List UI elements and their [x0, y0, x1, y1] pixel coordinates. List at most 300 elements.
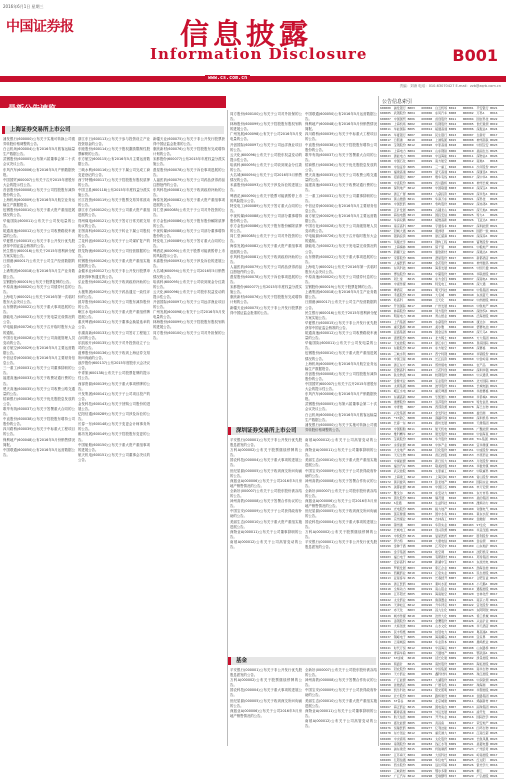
table-cell: 美尔雅: [435, 325, 445, 330]
table-cell: 600112: [380, 341, 391, 346]
table-cell: 600184: [380, 506, 391, 511]
table-cell: 平安银行: [476, 106, 489, 110]
szse-subhead: 深圳证券交易所上市公司: [228, 427, 376, 435]
table-cell: 600156: [421, 437, 433, 442]
announcement-item: 首创股份(600008)公布关于公司控股股东减持股份的公告。: [3, 187, 75, 198]
table-cell: 华润双鹤: [393, 218, 406, 223]
table-cell: B021: [490, 223, 498, 228]
section-title: 最新公告速览: [8, 104, 56, 113]
table-cell: 600106: [380, 325, 391, 330]
table-cell: 600110: [380, 335, 391, 340]
table-cell: 000042: [462, 298, 474, 303]
table-cell: 深振业A: [476, 127, 488, 132]
table-cell: 武昌鱼: [435, 720, 445, 725]
announcement-item: 招商银行(600036)公布关于优先股股息发放的公告。: [305, 162, 377, 173]
table-cell: 600172: [380, 480, 391, 485]
table-cell: 000063: [462, 373, 474, 378]
table-cell: 600297: [380, 773, 391, 778]
table-cell: B023: [490, 415, 498, 420]
newspaper-name: 中国证券报: [6, 19, 74, 35]
table-cell: 中航地产: [476, 303, 489, 308]
table-cell: B017: [448, 389, 457, 394]
table-cell: 600219: [421, 586, 433, 591]
announcement-item: 中国宝安(000009)公布关于子公司获得政府补助的公告。: [305, 688, 377, 698]
table-cell: 600063: [421, 218, 433, 223]
table-cell: 中闽能源: [393, 458, 406, 463]
table-cell: 宇通客车: [435, 223, 448, 228]
table-cell: B019: [490, 191, 498, 196]
table-cell: B021: [490, 170, 498, 175]
table-cell: B015: [407, 533, 415, 538]
announcement-item: 中国联通(600050)公布2016年5月运营数据公告。: [305, 112, 377, 122]
table-cell: B018: [407, 613, 415, 618]
table-cell: 600277: [421, 725, 433, 730]
announcement-item: 国农科技(000004)公布关于重大事项的进展公告。: [305, 519, 377, 529]
table-cell: B014: [448, 757, 457, 762]
table-cell: 600076: [421, 250, 433, 255]
table-cell: 浦发银行: [393, 106, 406, 110]
table-cell: 600165: [421, 458, 433, 463]
table-cell: 600227: [380, 608, 391, 613]
table-cell: B011: [448, 725, 457, 730]
table-cell: 海信电器: [393, 212, 406, 217]
editor-meta: 责编：刘涛 电话：010-63070427 E-mail：zzb@zqrb.com.cn: [399, 84, 501, 88]
table-cell: 600109: [421, 330, 433, 335]
table-cell: B020: [490, 138, 498, 143]
table-cell: B009: [448, 570, 457, 575]
table-cell: 600192: [380, 528, 391, 533]
table-cell: 南纺股份: [435, 661, 448, 666]
table-cell: B012: [407, 260, 415, 265]
table-cell: 上海电力: [393, 148, 406, 153]
announcement-item: 华电能源(600726)公布关于召开临时股东大会的通知。: [305, 234, 377, 244]
table-cell: B005: [407, 763, 415, 768]
table-cell: 方大集团: [476, 335, 489, 340]
announcement-item: 全新好(000007)公布关于公司股东股份被冻结的公告。: [305, 488, 377, 499]
table-cell: 安彩高科: [393, 560, 406, 565]
table-cell: B026: [490, 373, 498, 378]
table-cell: 600249: [380, 661, 391, 666]
table-cell: B007: [448, 576, 457, 581]
table-cell: B015: [407, 576, 415, 581]
table-cell: B024: [490, 667, 498, 672]
table-cell: B007: [448, 490, 457, 495]
table-cell: 生益科技: [435, 501, 448, 506]
table-cell: 葛洲坝: [435, 228, 445, 233]
table-cell: 600029: [421, 159, 433, 164]
table-cell: B017: [490, 592, 498, 597]
column-fund-2: [305, 668, 377, 746]
table-cell: B025: [490, 148, 498, 153]
table-cell: B021: [490, 490, 498, 495]
announcement-item: 东方航空(600115)公布2016年5月主要运营数据公告。: [78, 157, 150, 167]
table-cell: 000066: [462, 383, 474, 388]
table-cell: B004: [407, 496, 415, 501]
table-cell: B017: [448, 773, 457, 778]
table-cell: 羚锐制药: [435, 747, 448, 752]
table-cell: 哈空调: [435, 549, 445, 554]
table-cell: 600085: [380, 277, 391, 281]
announcement-item: 中国船舶(600150)公布关于重大资产重组事项的进展公告。: [78, 442, 150, 452]
table-cell: 波导股份: [435, 383, 448, 388]
table-cell: B006: [407, 725, 415, 730]
table-cell: 600100: [421, 309, 433, 314]
table-cell: 000025: [462, 212, 474, 217]
table-cell: B006: [407, 683, 415, 688]
table-cell: 海王生物: [476, 405, 489, 410]
table-cell: 600000: [380, 106, 391, 110]
table-cell: 600290: [421, 757, 433, 762]
table-cell: 600161: [380, 453, 391, 458]
table-cell: 冠农股份: [393, 667, 406, 672]
announcement-item: 铁龙物流(600125)公布关于公司经营数据的公告。: [78, 249, 150, 259]
table-cell: B005: [448, 293, 457, 298]
table-cell: B012: [407, 143, 415, 148]
table-cell: 600056: [380, 202, 391, 207]
announcement-item: 中视传媒(600088)公布关于公司部分董事增持股份的公告。: [153, 228, 225, 238]
table-cell: B008: [448, 287, 457, 292]
table-cell: 600035: [421, 170, 433, 175]
table-cell: 600210: [421, 565, 433, 570]
table-cell: 600036: [380, 175, 391, 180]
table-cell: B025: [490, 570, 498, 575]
table-cell: 华锦股份: [476, 351, 489, 356]
table-cell: 600016: [421, 132, 433, 137]
table-cell: 时代万恒: [393, 645, 406, 650]
table-cell: 东方市场: [476, 490, 489, 495]
table-cell: 泛海控股: [476, 314, 489, 319]
table-cell: 600200: [421, 544, 433, 549]
table-cell: 黑化股份: [393, 496, 406, 501]
table-cell: 中国医药: [393, 202, 406, 207]
table-cell: B016: [490, 175, 498, 180]
table-cell: 000501: [462, 651, 474, 656]
table-cell: B013: [448, 720, 457, 725]
table-cell: 600073: [380, 244, 391, 249]
table-cell: 浙江东日: [435, 341, 448, 346]
table-cell: 浙江医药: [393, 581, 406, 586]
table-cell: B011: [448, 512, 457, 517]
table-cell: 600280: [380, 736, 391, 741]
table-cell: 000029: [462, 234, 474, 239]
table-cell: B015: [448, 138, 457, 143]
table-cell: 亿阳信通: [393, 757, 406, 762]
table-cell: 600159: [380, 448, 391, 452]
table-cell: 600180: [421, 496, 433, 501]
table-cell: 600225: [380, 602, 391, 607]
column-sz-1: [230, 438, 302, 654]
table-cell: 600098: [421, 303, 433, 308]
table-cell: 000040: [462, 293, 474, 298]
table-cell: 南京高科: [393, 223, 406, 228]
table-cell: 昌九生化: [435, 608, 448, 613]
announcement-item: 西部资源(600139)公布关于重大事项停牌的公告。: [78, 381, 150, 391]
table-cell: 南华生物: [476, 667, 489, 672]
announcement-item: 全新好(000007)公布关于公司股东股份被冻结的公告。: [230, 488, 302, 499]
table-cell: 上海梅林: [393, 244, 406, 249]
table-cell: 光电股份: [393, 506, 406, 511]
table-cell: 深南电A: [476, 277, 488, 281]
table-cell: B019: [490, 725, 498, 730]
table-cell: B016: [490, 709, 498, 714]
table-cell: 兴业矿业: [476, 619, 489, 623]
announcement-item: 中直股份(600038)公布关于控股股东增持公司股份的公告。: [305, 142, 377, 152]
table-cell: 600269: [380, 709, 391, 714]
table-cell: 深华发A: [476, 191, 488, 196]
table-cell: 000513: [462, 704, 474, 709]
table-cell: 000010: [462, 148, 474, 153]
table-cell: 600012: [421, 127, 433, 132]
table-cell: 宏图高科: [393, 367, 406, 372]
table-cell: 山东地矿: [476, 544, 489, 549]
table-cell: 新疆天业: [393, 250, 406, 255]
table-cell: B011: [407, 271, 415, 276]
table-cell: 东风汽车: [435, 111, 448, 116]
table-cell: B004: [407, 538, 415, 543]
table-cell: 600095: [380, 298, 391, 303]
table-cell: B023: [490, 576, 498, 581]
table-cell: 000525: [462, 757, 474, 762]
table-cell: B023: [490, 202, 498, 207]
table-cell: 600230: [421, 613, 433, 618]
table-cell: 000004: [462, 116, 474, 121]
table-cell: B007: [448, 704, 457, 709]
table-cell: B010: [448, 667, 457, 672]
table-cell: 中兴通讯: [476, 373, 489, 378]
announcement-item: 中信证券(600030)公布2016年5月主要财务信息公告。: [305, 203, 377, 213]
table-cell: 创兴资源: [435, 528, 448, 533]
announcement-item: 兴发集团(600141)公布关于子公司项目投产的公告。: [78, 391, 150, 401]
table-cell: B026: [490, 640, 498, 645]
table-cell: 600197: [380, 538, 391, 543]
table-cell: 000514: [462, 709, 474, 714]
table-cell: B005: [448, 421, 457, 426]
table-cell: B008: [407, 191, 415, 196]
table-cell: B013: [407, 212, 415, 217]
table-cell: 上海机场: [393, 122, 406, 127]
announcement-item: 四川路桥(600039)公布关于中标重大工程项目的公告。: [3, 427, 75, 437]
table-cell: 云天化: [435, 298, 445, 303]
table-cell: 大恒科技: [435, 752, 448, 757]
table-cell: 000301: [462, 490, 474, 495]
table-cell: 600009: [380, 122, 391, 127]
table-cell: 海南椰岛: [435, 635, 448, 640]
table-cell: 海虹控股: [476, 661, 489, 666]
table-cell: 青海华鼎: [393, 651, 406, 656]
table-cell: 美丽生态: [476, 148, 489, 153]
table-cell: 浦东建设: [393, 747, 406, 752]
table-cell: 600078: [421, 255, 433, 260]
newspaper-logo: [6, 16, 74, 36]
announcement-item: 日照港(600017)公布关于公司生产经营数据的公告。: [305, 300, 377, 310]
announcement-item: 哈高科(600095)公布关于公司收到现金分红款的公告。: [153, 279, 225, 289]
table-cell: B023: [490, 522, 498, 527]
table-cell: B009: [448, 528, 457, 533]
table-cell: 紫江企业: [435, 565, 448, 570]
table-cell: 路桥建设: [435, 693, 448, 698]
table-cell: B004: [407, 624, 415, 629]
announcement-item: 南方航空(600029)公布2016年5月主要运营数据公告。: [305, 213, 377, 223]
table-cell: B013: [407, 293, 415, 298]
table-cell: 外运发展: [435, 709, 448, 714]
table-cell: 000409: [462, 544, 474, 549]
table-cell: B005: [407, 335, 415, 340]
table-cell: 000158: [462, 474, 474, 479]
table-cell: B020: [490, 207, 498, 212]
table-cell: B012: [407, 474, 415, 479]
table-cell: B013: [448, 635, 457, 640]
table-cell: 600251: [380, 667, 391, 672]
table-cell: 东阿阿胶: [476, 608, 489, 613]
table-cell: 永鼎股份: [435, 319, 448, 324]
table-cell: 600247: [380, 656, 391, 661]
table-cell: 中信证券: [393, 164, 406, 169]
table-cell: 000506: [462, 677, 474, 682]
announcement-item: 白云机场(600004)公布2016年5月旅客运输量生产数据公告。: [305, 412, 377, 422]
table-cell: 600212: [421, 570, 433, 575]
table-cell: 600148: [380, 421, 391, 426]
table-cell: 600190: [380, 522, 391, 527]
table-cell: 华夏银行: [393, 132, 406, 137]
table-cell: B025: [490, 464, 498, 469]
table-cell: 中润资源: [476, 677, 489, 682]
table-cell: 600079: [380, 260, 391, 265]
announcement-item: 山东钢铁(600022)公布关于重大事项进展的公告。: [305, 254, 377, 264]
table-cell: 000333: [462, 496, 474, 501]
table-cell: B012: [407, 186, 415, 191]
table-cell: B023: [490, 683, 498, 688]
table-cell: 600237: [380, 635, 391, 640]
table-cell: 600260: [380, 688, 391, 693]
table-cell: 深康佳A: [476, 170, 488, 175]
table-cell: B003: [407, 693, 415, 698]
table-cell: 红太阳: [476, 757, 486, 762]
table-cell: 600037: [421, 175, 433, 180]
table-cell: 000402: [462, 517, 474, 522]
table-cell: 000155: [462, 458, 474, 463]
table-cell: 000408: [462, 538, 474, 543]
table-cell: B018: [448, 218, 457, 223]
table-cell: B020: [490, 581, 498, 586]
table-cell: 000031: [462, 244, 474, 249]
table-cell: 中原高速: [435, 143, 448, 148]
table-cell: 徐工机械: [476, 613, 489, 618]
table-cell: 深深宝A: [476, 186, 488, 191]
table-cell: 钱江水利: [435, 741, 448, 746]
table-cell: B002: [448, 736, 457, 741]
table-cell: 600104: [380, 319, 391, 324]
table-cell: 600026: [421, 154, 433, 159]
table-cell: 重庆路桥: [393, 325, 406, 330]
announcement-item: 包钢股份(600010)公布关于重大资产重组进展情况的公告。: [3, 208, 75, 218]
announcement-item: 神州高铁(000008)公布关于签署合作协议的公告。: [305, 478, 377, 488]
table-cell: 000012: [462, 159, 474, 164]
table-cell: 000027: [462, 223, 474, 228]
table-cell: 600153: [421, 431, 433, 436]
table-cell: 南山铝业: [435, 586, 448, 591]
table-cell: 金路集团: [476, 693, 489, 698]
table-cell: B012: [407, 688, 415, 693]
table-cell: 太原重工: [435, 469, 448, 474]
table-cell: B006: [448, 341, 457, 346]
table-cell: 600115: [421, 346, 433, 351]
table-cell: 600203: [380, 554, 391, 559]
table-cell: B002: [448, 693, 457, 698]
table-cell: 天健集团: [476, 421, 489, 426]
table-cell: B003: [407, 651, 415, 656]
table-cell: 鑫科材料: [435, 672, 448, 677]
table-cell: B019: [490, 512, 498, 517]
table-cell: 安琪酵母: [435, 773, 448, 778]
table-cell: B026: [490, 212, 498, 217]
announcement-item: 浙能电力(600023)公布关于发电量完成情况的公告。: [305, 244, 377, 254]
table-cell: 000088: [462, 410, 474, 415]
table-cell: B008: [407, 586, 415, 591]
table-cell: 丽珠集团: [476, 704, 489, 709]
table-cell: B018: [407, 570, 415, 575]
table-cell: 江苏吴中: [435, 544, 448, 549]
table-cell: 600171: [421, 474, 433, 479]
announcement-item: 廊坊发展(600149)公布关于控股股东变更的公告。: [78, 432, 150, 442]
table-cell: B023: [490, 362, 498, 367]
table-cell: 000049: [462, 325, 474, 330]
table-cell: 美的集团: [476, 496, 489, 501]
table-cell: B017: [448, 602, 457, 607]
table-cell: 中国天楹: [476, 266, 489, 271]
table-cell: 600054: [380, 196, 391, 201]
table-cell: 巨化股份: [435, 448, 448, 452]
table-cell: 000518: [462, 725, 474, 730]
announcement-item: 金发科技(600143)公布关于回购公司股份的进展公告。: [78, 401, 150, 411]
table-cell: 中国石化: [393, 159, 406, 164]
table-cell: B009: [448, 314, 457, 319]
announcement-item: 上海电力(600021)公布关于2016年第一次临时股东大会决议公告。: [3, 294, 75, 304]
table-cell: 600020: [421, 143, 433, 148]
table-cell: B022: [490, 608, 498, 613]
announcement-item: 浙江东日(600113)公布关于参与投资设立产业投资基金的公告。: [78, 137, 150, 147]
table-cell: 600071: [380, 239, 391, 244]
table-cell: 城市传媒: [393, 613, 406, 618]
table-cell: 阳光照明: [435, 688, 448, 693]
table-cell: B015: [448, 319, 457, 324]
table-cell: 600275: [421, 720, 433, 725]
table-cell: 鄂武商A: [476, 651, 488, 656]
table-cell: 东安动力: [435, 490, 448, 495]
table-cell: B016: [490, 282, 498, 287]
table-cell: B013: [448, 506, 457, 511]
table-cell: 太龙药业: [393, 597, 406, 602]
table-cell: 宜华健康: [476, 442, 489, 447]
announcement-item: 啤酒花(600090)公布关于股票可能被暂停上市的风险提示公告。: [153, 249, 225, 259]
table-cell: 600248: [421, 656, 433, 661]
table-cell: 600179: [380, 496, 391, 501]
table-cell: 复星医药: [435, 533, 448, 538]
table-cell: 600209: [380, 565, 391, 570]
table-cell: B003: [448, 394, 457, 399]
table-cell: B023: [490, 736, 498, 741]
announcement-item: 三一重工(600031)公布关于公司董事辞职的公告。: [305, 193, 377, 203]
announcement-item: 林海股份(600099)公布关于控股股东股权划转的进展公告。: [230, 122, 302, 132]
table-cell: 600097: [380, 303, 391, 308]
table-cell: B009: [448, 127, 457, 132]
table-cell: 600058: [380, 207, 391, 212]
table-cell: B026: [490, 319, 498, 324]
table-cell: 富奥股份: [476, 239, 489, 244]
table-cell: 600233: [380, 624, 391, 629]
table-cell: B018: [448, 399, 457, 404]
table-cell: 德赛电池: [476, 325, 489, 330]
table-cell: 000014: [462, 164, 474, 169]
